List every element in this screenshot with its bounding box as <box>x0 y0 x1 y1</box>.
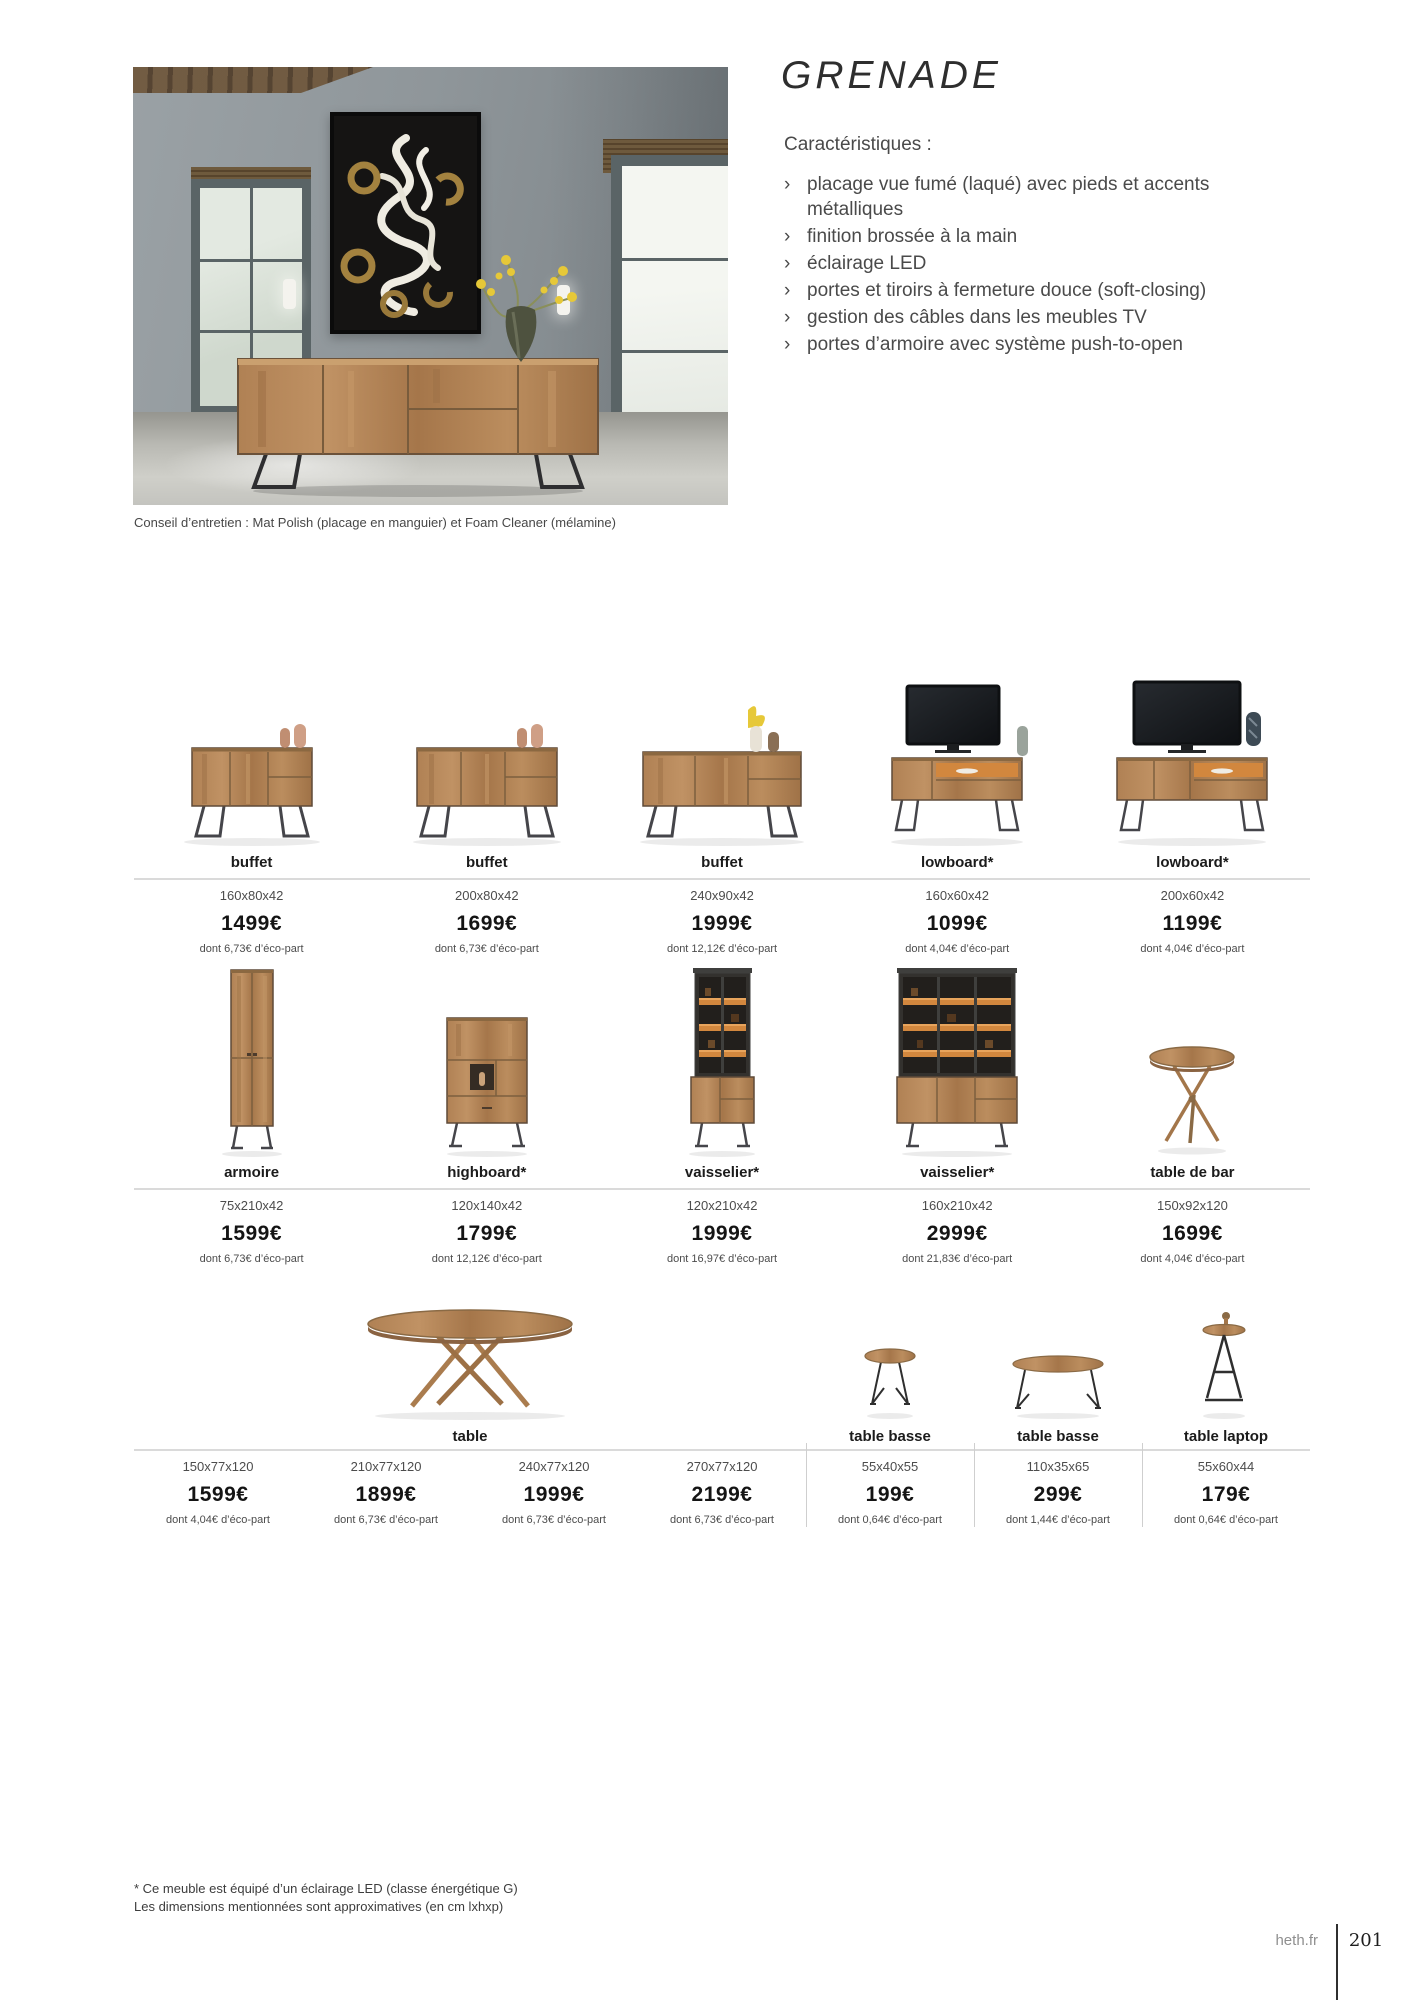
column-divider <box>806 1443 807 1527</box>
product-name: vaisselier* <box>684 1164 760 1181</box>
eco-fee: dont 12,12€ d’éco-part <box>666 943 778 955</box>
product-name: highboard* <box>447 1164 527 1181</box>
vaisselier-image <box>604 958 839 1158</box>
footnote-line-1: * Ce meuble est équipé d’un éclairage LED (classe énergétique G) <box>134 1881 518 1896</box>
product-name: table basse <box>1017 1428 1099 1445</box>
page-title: GRENADE <box>781 54 1002 97</box>
eco-fee: dont 21,83€ d’éco-part <box>902 1253 1013 1265</box>
product-price: 1599€ <box>187 1483 249 1506</box>
product-price: 1699€ <box>1161 1222 1223 1245</box>
product-name: table <box>452 1428 488 1445</box>
buffet-image <box>369 690 604 848</box>
eco-fee: dont 4,04€ d’éco-part <box>166 1514 270 1526</box>
list-item <box>784 172 1244 222</box>
eco-fee: dont 6,73€ d’éco-part <box>334 1514 438 1526</box>
highboard-image <box>369 978 604 1158</box>
sideboard-image <box>228 357 608 499</box>
eco-fee: dont 6,73€ d’éco-part <box>199 1253 304 1265</box>
list-item-text: gestion des câbles dans les meubles TV <box>807 307 1147 328</box>
list-item-text: placage vue fumé (laqué) avec pieds et accents métalliques <box>807 174 1210 220</box>
list-item-text: finition brossée à la main <box>807 226 1018 247</box>
product-price: 1699€ <box>456 912 518 935</box>
side-table-image <box>974 1350 1142 1422</box>
eco-fee: dont 6,73€ d’éco-part <box>434 943 539 955</box>
product-name: lowboard* <box>920 854 994 871</box>
product-dimensions: 160x80x42 <box>219 888 284 903</box>
product-price: 1999€ <box>691 912 753 935</box>
footnote <box>134 1880 518 1915</box>
ceiling-beams <box>133 67 373 93</box>
eco-fee: dont 4,04€ d’éco-part <box>1140 1253 1245 1265</box>
product-dimensions: 240x90x42 <box>690 888 754 903</box>
eco-fee: dont 16,97€ d’éco-part <box>666 1253 778 1265</box>
product-row-1 <box>134 678 1310 956</box>
laptop-table-image <box>1142 1310 1310 1422</box>
list-item <box>784 251 1244 276</box>
product-price: 2199€ <box>691 1483 753 1506</box>
column-divider <box>974 1443 975 1527</box>
chevron-bullet-icon: › <box>784 280 791 301</box>
list-item <box>784 332 1244 357</box>
page-number: 201 <box>1348 1930 1384 1951</box>
list-item <box>784 224 1244 249</box>
table-image <box>134 1304 806 1422</box>
product-dimensions: 240x77x120 <box>518 1459 590 1474</box>
product-price: 2999€ <box>926 1222 988 1245</box>
product-dimensions: 120x210x42 <box>686 1198 758 1213</box>
eco-fee: dont 6,73€ d’éco-part <box>670 1514 774 1526</box>
product-name: armoire <box>224 1164 280 1181</box>
eco-fee: dont 0,64€ d’éco-part <box>1174 1514 1278 1526</box>
product-price: 1899€ <box>355 1483 417 1506</box>
product-price: 1199€ <box>1162 912 1223 935</box>
lowboard-image <box>840 678 1075 848</box>
side-table-image <box>806 1340 974 1422</box>
product-name: lowboard* <box>1156 854 1229 871</box>
characteristics-block <box>784 134 1244 359</box>
product-price: 1499€ <box>221 912 283 935</box>
buffet-image <box>604 690 839 848</box>
product-dimensions: 200x80x42 <box>454 888 519 903</box>
eco-fee: dont 6,73€ d’éco-part <box>502 1514 606 1526</box>
eco-fee: dont 6,73€ d’éco-part <box>199 943 304 955</box>
product-dimensions: 150x92x120 <box>1156 1198 1228 1213</box>
footnote-line-2: Les dimensions mentionnées sont approximatives (en cm lxhxp) <box>134 1898 504 1914</box>
list-item <box>784 305 1244 330</box>
chevron-bullet-icon: › <box>784 253 791 274</box>
characteristics-list <box>784 172 1244 357</box>
chevron-bullet-icon: › <box>784 307 791 328</box>
product-price: 1099€ <box>926 912 988 935</box>
eco-fee: dont 4,04€ d’éco-part <box>905 943 1010 955</box>
wall-lamp-left <box>283 279 296 309</box>
product-price: 299€ <box>1033 1483 1083 1506</box>
vase-flowers <box>451 240 591 365</box>
product-dimensions: 200x60x42 <box>1160 888 1225 903</box>
armoire-image <box>134 958 369 1158</box>
product-row-3 <box>134 1304 1310 1527</box>
bar-table-image <box>1075 1033 1310 1158</box>
product-price: 1999€ <box>691 1222 753 1245</box>
chevron-bullet-icon: › <box>784 334 791 355</box>
product-name: vaisselier* <box>920 1164 995 1181</box>
site-url: heth.fr <box>1275 1932 1318 1949</box>
photo-caption: Conseil d’entretien : Mat Polish (placage en manguier) et Foam Cleaner (mélamine) <box>134 515 616 530</box>
lowboard-image <box>1075 678 1310 848</box>
product-name: buffet <box>465 854 508 871</box>
product-price: 179€ <box>1201 1483 1251 1506</box>
vaisselier-image <box>840 958 1075 1158</box>
page-number-divider <box>1336 1924 1338 2000</box>
product-dimensions: 150x77x120 <box>182 1459 254 1474</box>
product-dimensions: 160x60x42 <box>925 888 990 903</box>
product-name: table laptop <box>1183 1428 1269 1445</box>
product-dimensions: 75x210x42 <box>219 1198 284 1213</box>
product-row-2 <box>134 953 1310 1266</box>
product-price: 1599€ <box>221 1222 283 1245</box>
product-name: table basse <box>849 1428 931 1445</box>
product-dimensions: 210x77x120 <box>350 1459 422 1474</box>
eco-fee: dont 12,12€ d’éco-part <box>431 1253 542 1265</box>
product-dimensions: 55x40x55 <box>861 1459 919 1474</box>
product-name: table de bar <box>1150 1164 1235 1181</box>
product-name: buffet <box>701 854 743 871</box>
chevron-bullet-icon: › <box>784 174 791 195</box>
list-item-text: éclairage LED <box>807 253 927 274</box>
list-item <box>784 278 1244 303</box>
eco-fee: dont 1,44€ d’éco-part <box>1006 1514 1110 1526</box>
product-name: buffet <box>230 854 273 871</box>
buffet-image <box>134 690 369 848</box>
product-dimensions: 55x60x44 <box>1197 1459 1255 1474</box>
product-price: 1999€ <box>523 1483 585 1506</box>
column-divider <box>1142 1443 1143 1527</box>
characteristics-heading: Caractéristiques : <box>784 134 932 155</box>
eco-fee: dont 0,64€ d’éco-part <box>838 1514 942 1526</box>
list-item-text: portes d’armoire avec système push-to-open <box>807 334 1183 355</box>
product-dimensions: 120x140x42 <box>451 1198 523 1213</box>
list-item-text: portes et tiroirs à fermeture douce (soft-closing) <box>807 280 1207 301</box>
product-dimensions: 110x35x65 <box>1026 1459 1090 1474</box>
chevron-bullet-icon: › <box>784 226 791 247</box>
product-dimensions: 160x210x42 <box>921 1198 993 1213</box>
product-dimensions: 270x77x120 <box>686 1459 758 1474</box>
hero-photo <box>133 67 728 505</box>
product-price: 1799€ <box>456 1222 518 1245</box>
eco-fee: dont 4,04€ d’éco-part <box>1140 943 1245 955</box>
product-price: 199€ <box>865 1483 915 1506</box>
